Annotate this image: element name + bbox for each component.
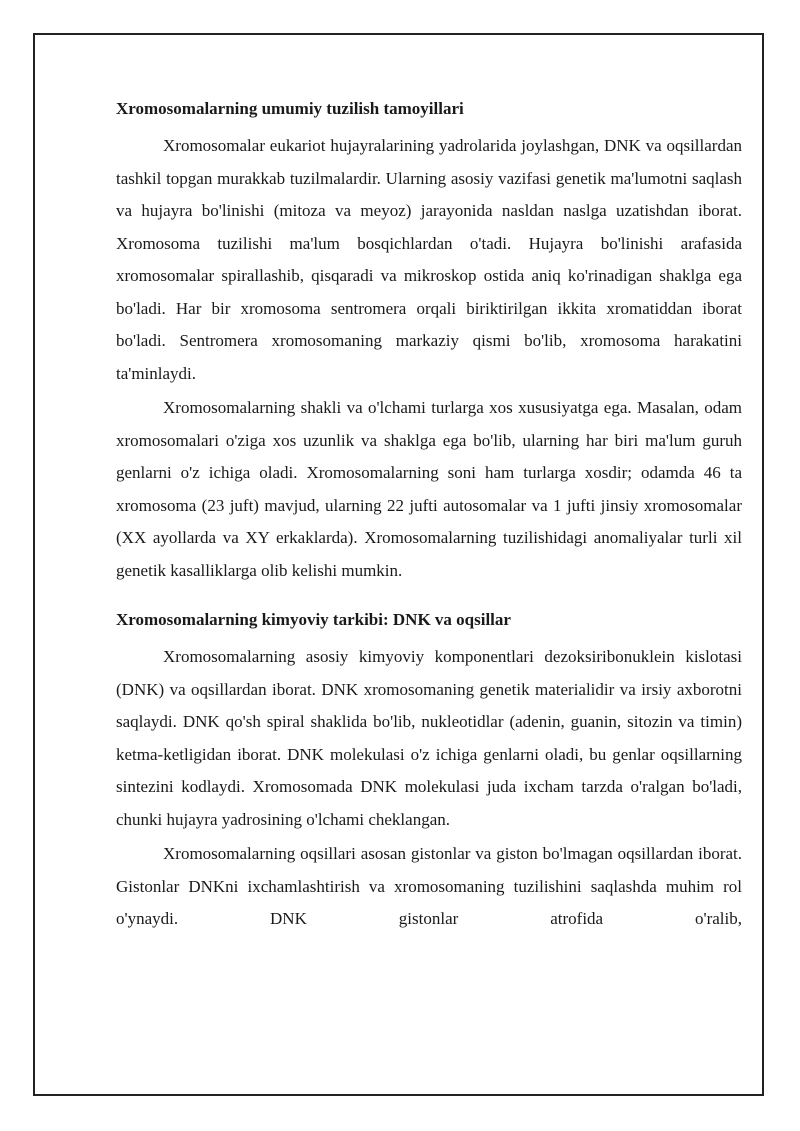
paragraph-1: Xromosomalar eukariot hujayralarining yadrolarida joylashgan, DNK va oqsillardan tashkil topgan murakkab tuzilmalardir. Ularning asosiy vazifasi genetik ma'lumotni saqlash va hujayra bo'linishi (mitoza va meyoz) jarayonida nasldan naslga uzatishdan iborat. Xromosoma tuzilishi ma'lum bosqichlardan o'tadi. Hujayra bo'linishi arafasida xromosomalar spirallashib, qisqaradi va mikroskop ostida aniq ko'rinadigan shaklga ega bo'ladi. Har bir xromosoma sentromera orqali biriktirilgan ikkita xromatiddan iborat bo'ladi. Sentromera xromosomaning markaziy qismi bo'lib, xromosoma harakatini ta'minlaydi. — [116, 136, 742, 383]
paragraph-2: Xromosomalarning shakli va o'lchami turlarga xos xususiyatga ega. Masalan, odam xromosomalari o'ziga xos uzunlik va shaklga ega bo'lib, ularning har biri ma'lum guruh genlarni o'z ichiga oladi. Xromosomalarning soni ham turlarga xosdir; odamda 46 ta xromosoma (23 juft) mavjud, ularning 22 jufti autosomalar va 1 jufti jinsiy xromosomalar (XX ayollarda va XY erkaklarda). Xromosomalarning tuzilishidagi anomaliyalar turli xil genetik kasalliklarga olib kelishi mumkin. — [116, 398, 742, 580]
section-heading-1: Xromosomalarning umumiy tuzilish tamoyillari — [116, 99, 464, 118]
paragraph-4: Xromosomalarning oqsillari asosan gistonlar va giston bo'lmagan oqsillardan iborat. Gistonlar DNKni ixchamlashtirish va xromosomaning tuzilishini saqlashda muhim rol o'ynaydi. DNK gistonlar atrofida o'ralib, — [116, 844, 742, 928]
paragraph-3: Xromosomalarning asosiy kimyoviy komponentlari dezoksiribonuklein kislotasi (DNK) va oqsillardan iborat. DNK xromosomaning genetik materialidir va irsiy axborotni saqlaydi. DNK qo'sh spiral shaklida bo'lib, nukleotidlar (adenin, guanin, sitozin va timin) ketma-ketligidan iborat. DNK molekulasi o'z ichiga genlarni oladi, bu genlar oqsillarning sintezini kodlaydi. Xromosomada DNK molekulasi juda ixcham tarzda o'ralgan bo'ladi, chunki hujayra yadrosining o'lchami cheklangan. — [116, 647, 742, 829]
section-heading-2: Xromosomalarning kimyoviy tarkibi: DNK va oqsillar — [116, 610, 511, 629]
document-body — [116, 98, 742, 938]
